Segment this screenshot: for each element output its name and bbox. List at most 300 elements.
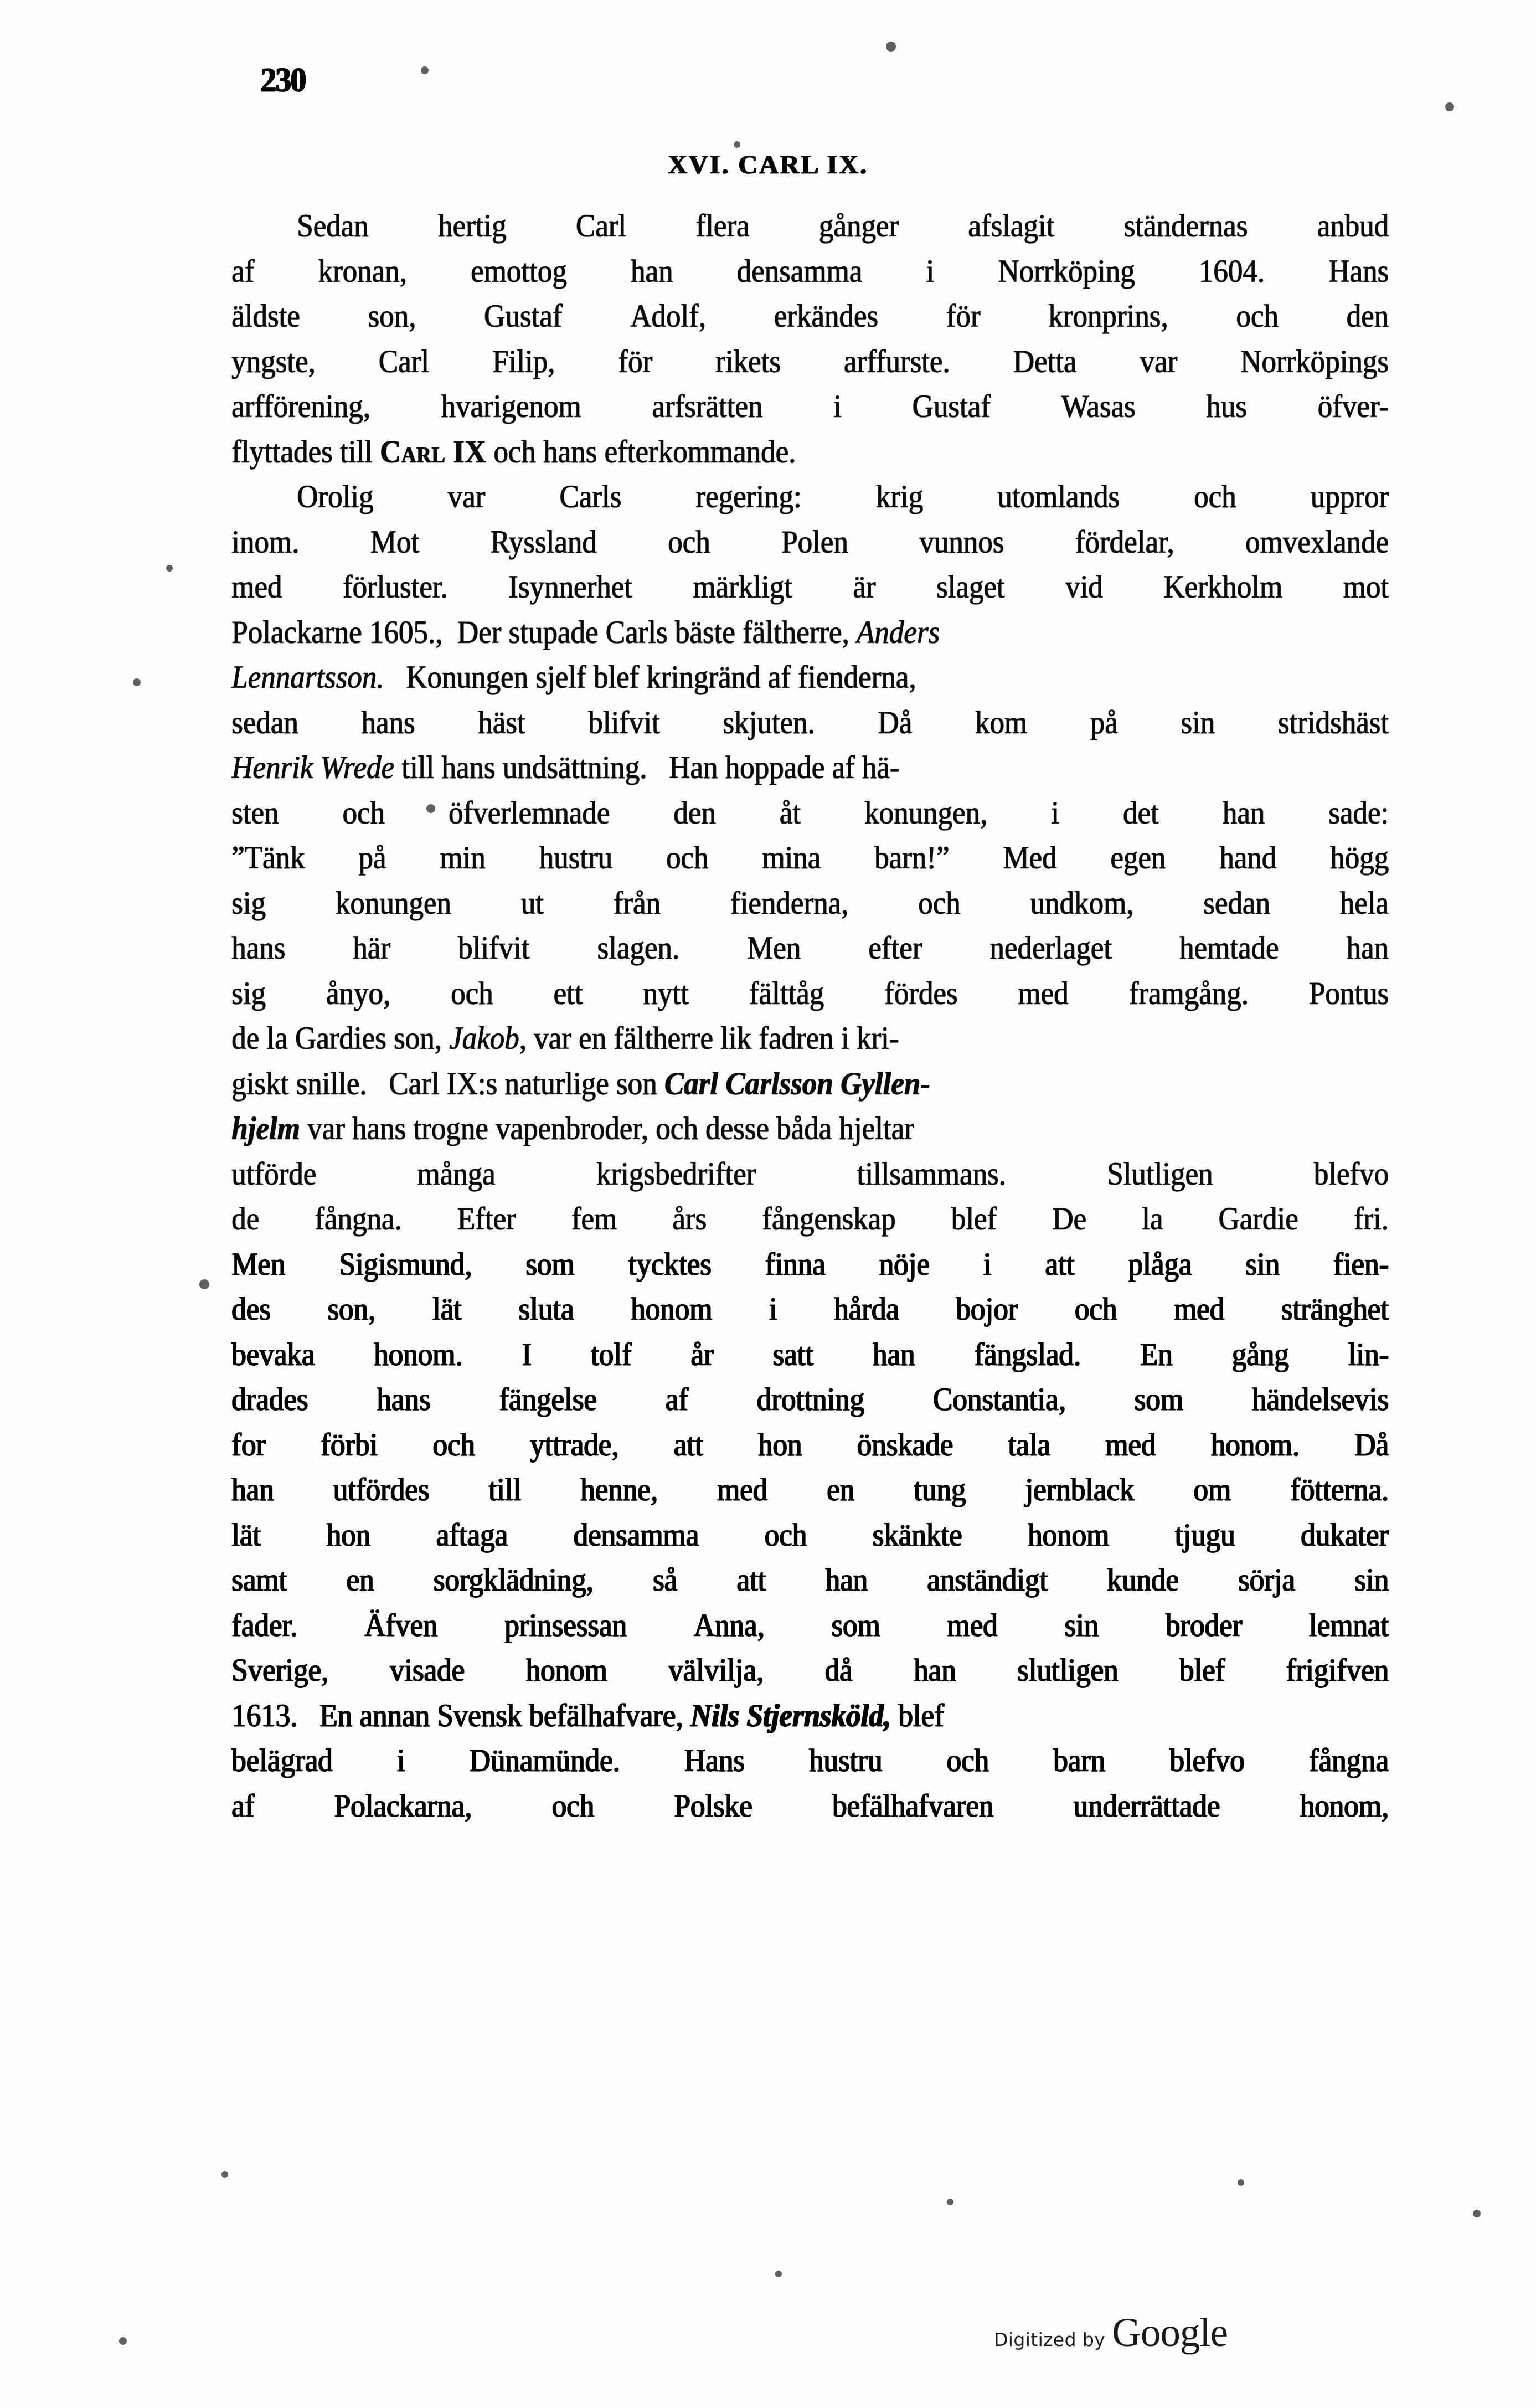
- word: Hans: [684, 1742, 745, 1778]
- text-line: [231, 1059, 1389, 1109]
- word: på: [1090, 704, 1118, 740]
- word: af: [665, 1381, 688, 1417]
- word: drades: [231, 1381, 308, 1417]
- word: hårda: [833, 1291, 899, 1327]
- text-line: [231, 1420, 1389, 1470]
- word: Polen: [781, 524, 848, 560]
- word: honom.: [1210, 1427, 1300, 1463]
- text-run: 1613. En annan Svensk befälhafvare,: [231, 1697, 690, 1733]
- word: för: [946, 298, 981, 334]
- word: tillsammans.: [857, 1156, 1006, 1192]
- word: Men: [747, 930, 801, 966]
- word: gånger: [818, 208, 899, 244]
- word: Med: [1003, 840, 1057, 876]
- word: välvilja,: [668, 1652, 764, 1688]
- text-run: de la Gardies son,: [231, 1020, 449, 1056]
- word: och: [450, 975, 493, 1011]
- word: afslagit: [968, 208, 1055, 244]
- text-line: [231, 1601, 1389, 1650]
- word: nöje: [879, 1246, 930, 1282]
- word: barn: [1053, 1742, 1106, 1778]
- word: fader.: [231, 1607, 298, 1643]
- text-line: [231, 1285, 1389, 1335]
- word: rikets: [715, 343, 781, 379]
- text-line: [231, 788, 1389, 838]
- word: arfsrätten: [652, 388, 763, 424]
- word: äldste: [231, 298, 300, 334]
- word: han: [231, 1471, 274, 1507]
- word: det: [1122, 795, 1159, 831]
- word: bevaka: [231, 1336, 315, 1372]
- word: Polske: [674, 1788, 752, 1824]
- word: att: [673, 1427, 703, 1463]
- word: Kerkholm: [1163, 569, 1283, 605]
- word: Gustaf: [912, 388, 991, 424]
- word: underrättade: [1073, 1788, 1220, 1824]
- word: och: [668, 524, 710, 560]
- text-line: [231, 246, 1389, 296]
- word: flera: [695, 208, 750, 244]
- word: stridshäst: [1277, 704, 1389, 740]
- text-line: [231, 878, 1389, 928]
- word: fördelar,: [1075, 524, 1174, 560]
- word: nytt: [643, 975, 689, 1011]
- text-line: [231, 1330, 1389, 1380]
- word: arffurste.: [843, 343, 950, 379]
- chapter-title: XVI. CARL IX.: [668, 150, 868, 179]
- word: bojor: [956, 1291, 1018, 1327]
- text-line: [231, 1104, 1389, 1154]
- text-line: [231, 1014, 1389, 1064]
- word: hus: [1206, 388, 1247, 424]
- text-line: [231, 743, 1389, 793]
- text-run: och hans efterkommande.: [486, 434, 796, 470]
- text-line: [231, 1239, 1389, 1289]
- word: blefvo: [1313, 1156, 1389, 1192]
- word: och: [342, 795, 385, 831]
- word: Anna,: [693, 1607, 765, 1643]
- word: vid: [1065, 569, 1103, 605]
- text-line: [231, 1781, 1389, 1831]
- word: af: [231, 253, 255, 289]
- scan-artifact-speck: [947, 2199, 953, 2205]
- emphasis-run: Nils Stjernsköld,: [690, 1697, 891, 1733]
- google-wordmark: Google: [1112, 2310, 1228, 2355]
- scan-artifact-speck: [119, 2337, 127, 2345]
- word: lin-: [1348, 1336, 1389, 1372]
- scan-artifact-speck: [1238, 2179, 1244, 2186]
- word: att: [1045, 1246, 1075, 1282]
- word: sin: [1354, 1562, 1389, 1598]
- word: la: [1141, 1201, 1163, 1237]
- word: hemtade: [1179, 930, 1279, 966]
- text-line: [231, 563, 1389, 613]
- word: af: [231, 1788, 255, 1824]
- word: Hans: [1328, 253, 1389, 289]
- word: dukater: [1300, 1517, 1389, 1553]
- word: Filip,: [492, 343, 555, 379]
- word: samt: [231, 1562, 287, 1598]
- word: Norrköping: [998, 253, 1135, 289]
- word: ut: [520, 885, 544, 921]
- word: sin: [1245, 1246, 1280, 1282]
- word: sten: [231, 795, 279, 831]
- word: då: [824, 1652, 853, 1688]
- word: han: [872, 1336, 915, 1372]
- word: tjugu: [1174, 1517, 1235, 1553]
- word: fälttåg: [749, 975, 824, 1011]
- word: hand: [1219, 840, 1277, 876]
- text-line: [231, 608, 1389, 657]
- emphasis-run: Anders: [856, 614, 940, 650]
- word: regering:: [695, 478, 802, 514]
- word: stränghet: [1281, 1291, 1389, 1327]
- word: i: [1051, 795, 1059, 831]
- word: sedan: [1203, 885, 1270, 921]
- word: och: [551, 1788, 594, 1824]
- word: ett: [553, 975, 583, 1011]
- text-line: [231, 1646, 1389, 1696]
- text-line: [231, 517, 1389, 567]
- word: fördes: [884, 975, 958, 1011]
- word: kom: [975, 704, 1027, 740]
- text-run: var hans trogne vapenbroder, och desse båda hjeltar: [300, 1110, 914, 1146]
- word: var: [447, 478, 486, 514]
- scan-artifact-speck: [734, 141, 740, 148]
- scan-artifact-speck: [1445, 102, 1454, 111]
- word: åt: [779, 795, 801, 831]
- word: händelsevis: [1251, 1381, 1389, 1417]
- watermark-prefix-text: Digitized by: [994, 2329, 1106, 2350]
- word: att: [736, 1562, 766, 1598]
- word: hela: [1339, 885, 1389, 921]
- word: jernblack: [1025, 1471, 1135, 1507]
- word: honom: [630, 1291, 713, 1327]
- text-line: [231, 698, 1389, 748]
- word: utförde: [231, 1156, 317, 1192]
- word: min: [440, 840, 486, 876]
- word: I: [522, 1336, 532, 1372]
- word: Då: [878, 704, 913, 740]
- word: ”Tänk: [231, 840, 305, 876]
- word: En: [1140, 1336, 1173, 1372]
- word: lemnat: [1308, 1607, 1389, 1643]
- emphasis-run: Henrik Wrede: [231, 749, 394, 785]
- word: års: [672, 1201, 707, 1237]
- word: honom,: [1300, 1788, 1389, 1824]
- word: med: [947, 1607, 998, 1643]
- word: högg: [1329, 840, 1389, 876]
- word: Men: [231, 1246, 286, 1282]
- word: undkom,: [1030, 885, 1134, 921]
- word: vunnos: [919, 524, 1004, 560]
- word: hustru: [539, 840, 612, 876]
- word: fri.: [1353, 1201, 1389, 1237]
- text-line: [231, 1375, 1389, 1425]
- word: sig: [231, 975, 266, 1011]
- word: arfförening,: [231, 388, 370, 424]
- word: Wasas: [1061, 388, 1136, 424]
- word: i: [396, 1742, 405, 1778]
- word: framgång.: [1128, 975, 1249, 1011]
- word: förbi: [321, 1427, 378, 1463]
- word: öfver-: [1317, 388, 1389, 424]
- word: Norrköpings: [1240, 343, 1389, 379]
- word: Sverige,: [231, 1652, 329, 1688]
- word: och: [918, 885, 961, 921]
- word: Carls: [559, 478, 622, 514]
- word: satt: [772, 1336, 813, 1372]
- word: fem: [571, 1201, 617, 1237]
- word: och: [1074, 1291, 1117, 1327]
- word: här: [353, 930, 390, 966]
- word: till: [488, 1471, 522, 1507]
- word: sin: [1064, 1607, 1099, 1643]
- word: Äfven: [364, 1607, 438, 1643]
- word: densamma: [573, 1517, 699, 1553]
- word: önskade: [857, 1427, 953, 1463]
- word: i: [983, 1246, 992, 1282]
- text-run: blef: [890, 1697, 944, 1733]
- word: blefvo: [1169, 1742, 1245, 1778]
- word: fångna.: [315, 1201, 402, 1237]
- word: visade: [389, 1652, 465, 1688]
- word: är: [853, 569, 876, 605]
- word: häst: [478, 704, 525, 740]
- word: han: [913, 1652, 956, 1688]
- word: Isynnerhet: [508, 569, 632, 605]
- word: befälhafvaren: [832, 1788, 994, 1824]
- word: han: [630, 253, 673, 289]
- text-line: [231, 1195, 1389, 1244]
- word: hon: [757, 1427, 802, 1463]
- word: och: [432, 1427, 475, 1463]
- word: år: [690, 1336, 714, 1372]
- text-line: [231, 382, 1389, 432]
- word: han: [1222, 795, 1265, 831]
- word: sluta: [518, 1291, 574, 1327]
- word: i: [769, 1291, 777, 1327]
- word: skjuten.: [723, 704, 815, 740]
- scan-artifact-speck: [886, 42, 896, 52]
- word: honom: [525, 1652, 607, 1688]
- word: honom: [1027, 1517, 1110, 1553]
- word: på: [358, 840, 386, 876]
- text-line: [231, 1691, 1389, 1741]
- word: fien-: [1333, 1246, 1389, 1282]
- word: och: [666, 840, 709, 876]
- word: son,: [368, 298, 416, 334]
- word: honom.: [373, 1336, 463, 1372]
- emphasis-run: Carl IX: [379, 434, 486, 470]
- word: henne,: [580, 1471, 658, 1507]
- word: många: [417, 1156, 496, 1192]
- word: med: [1105, 1427, 1156, 1463]
- text-line: [231, 969, 1389, 1018]
- word: sig: [231, 885, 266, 921]
- digitized-by-google-watermark: [994, 2309, 1228, 2356]
- scan-artifact-speck: [199, 1279, 209, 1289]
- text-line: [231, 653, 1389, 703]
- word: sorgklädning,: [433, 1562, 594, 1598]
- word: fötterna.: [1290, 1471, 1389, 1507]
- word: utfördes: [333, 1471, 430, 1507]
- word: densamma: [736, 253, 863, 289]
- word: 1604.: [1198, 253, 1265, 289]
- word: prinsessan: [504, 1607, 627, 1643]
- word: Constantia,: [932, 1381, 1066, 1417]
- word: som: [1134, 1381, 1183, 1417]
- word: tung: [913, 1471, 966, 1507]
- word: finna: [765, 1246, 826, 1282]
- page-number: 230: [260, 60, 305, 99]
- text-run: Konungen sjelf blef kringränd af fienderna,: [384, 659, 916, 695]
- word: han: [1346, 930, 1389, 966]
- word: konungen: [335, 885, 451, 921]
- word: Gardie: [1218, 1201, 1298, 1237]
- word: och: [764, 1517, 807, 1553]
- word: med: [231, 569, 282, 605]
- word: inom.: [231, 524, 300, 560]
- text-run: flyttades till: [231, 434, 380, 470]
- text-line: [231, 924, 1389, 974]
- text-run: Polackarne 1605., Der stupade Carls bäste fältherre,: [231, 614, 857, 650]
- text-line: [231, 1736, 1389, 1786]
- word: slaget: [936, 569, 1005, 605]
- text-line: [231, 1556, 1389, 1606]
- text-line: [231, 1465, 1389, 1515]
- word: fängslad.: [974, 1336, 1081, 1372]
- word: aftaga: [436, 1517, 508, 1553]
- word: var: [1140, 343, 1177, 379]
- scan-artifact-speck: [775, 2271, 782, 2277]
- word: drottning: [756, 1381, 864, 1417]
- word: tolf: [590, 1336, 632, 1372]
- word: slagen.: [597, 930, 680, 966]
- word: hon: [326, 1517, 370, 1553]
- word: så: [652, 1562, 677, 1598]
- word: blifvit: [588, 704, 660, 740]
- word: anständigt: [927, 1562, 1048, 1598]
- word: hans: [361, 704, 415, 740]
- word: slutligen: [1017, 1652, 1119, 1688]
- word: hans: [231, 930, 286, 966]
- word: om: [1193, 1471, 1231, 1507]
- word: for: [231, 1427, 266, 1463]
- word: konungen,: [864, 795, 988, 831]
- word: sedan: [231, 704, 298, 740]
- word: från: [613, 885, 661, 921]
- word: kronan,: [318, 253, 407, 289]
- text-line: [231, 202, 1389, 251]
- word: tycktes: [628, 1246, 712, 1282]
- word: fienderna,: [730, 885, 849, 921]
- scan-artifact-speck: [166, 565, 173, 572]
- scan-artifact-speck: [1473, 2210, 1481, 2217]
- word: förluster.: [342, 569, 448, 605]
- word: sade:: [1328, 795, 1389, 831]
- word: en: [346, 1562, 374, 1598]
- word: krigsbedrifter: [596, 1156, 756, 1192]
- word: utomlands: [997, 478, 1120, 514]
- word: nederlaget: [989, 930, 1112, 966]
- text-line: [231, 472, 1389, 522]
- word: egen: [1110, 840, 1166, 876]
- word: de: [231, 1201, 260, 1237]
- word: sin: [1181, 704, 1215, 740]
- word: Sedan: [297, 208, 369, 244]
- word: märkligt: [693, 569, 792, 605]
- word: frigifven: [1286, 1652, 1389, 1688]
- word: yngste,: [231, 343, 316, 379]
- word: en: [826, 1471, 854, 1507]
- word: han: [825, 1562, 868, 1598]
- word: för: [618, 343, 653, 379]
- text-line: [231, 1149, 1389, 1199]
- word: i: [833, 388, 842, 424]
- word: uppror: [1310, 478, 1389, 514]
- word: Orolig: [297, 478, 374, 514]
- word: Mot: [370, 524, 419, 560]
- text-run: , var en fältherre lik fadren i kri-: [519, 1020, 899, 1056]
- word: des: [231, 1291, 271, 1327]
- word: belägrad: [231, 1742, 333, 1778]
- word: mot: [1343, 569, 1389, 605]
- text-line: [231, 292, 1389, 342]
- word: fångenskap: [762, 1201, 896, 1237]
- emphasis-run: Jakob: [449, 1020, 519, 1056]
- word: lät: [231, 1517, 261, 1553]
- scan-artifact-speck: [221, 2171, 228, 2178]
- word: anbud: [1317, 208, 1389, 244]
- word: Polackarna,: [334, 1788, 472, 1824]
- word: Detta: [1013, 343, 1077, 379]
- word: mina: [762, 840, 821, 876]
- word: yttrade,: [529, 1427, 619, 1463]
- word: Pontus: [1308, 975, 1389, 1011]
- word: hertig: [437, 208, 507, 244]
- word: blifvit: [457, 930, 530, 966]
- text-line: [231, 833, 1389, 883]
- word: Adolf,: [630, 298, 706, 334]
- word: ständernas: [1123, 208, 1248, 244]
- word: som: [831, 1607, 880, 1643]
- word: skänkte: [872, 1517, 962, 1553]
- word: emottog: [470, 253, 567, 289]
- word: son,: [327, 1291, 376, 1327]
- word: lät: [432, 1291, 462, 1327]
- word: och: [1236, 298, 1279, 334]
- word: fångna: [1308, 1742, 1389, 1778]
- word: broder: [1165, 1607, 1243, 1643]
- word: Efter: [457, 1201, 516, 1237]
- word: hvarigenom: [441, 388, 581, 424]
- word: Carl: [378, 343, 429, 379]
- word: kronprins,: [1048, 298, 1168, 334]
- scan-artifact-speck: [426, 804, 435, 813]
- word: tala: [1008, 1427, 1050, 1463]
- word: fängelse: [499, 1381, 597, 1417]
- word: krig: [875, 478, 923, 514]
- word: sörja: [1238, 1562, 1295, 1598]
- word: och: [1194, 478, 1236, 514]
- word: blef: [1179, 1652, 1225, 1688]
- word: hustru: [808, 1742, 883, 1778]
- word: öfverlemnade: [448, 795, 610, 831]
- word: kunde: [1107, 1562, 1179, 1598]
- word: Ryssland: [490, 524, 597, 560]
- emphasis-run: hjelm: [231, 1110, 300, 1146]
